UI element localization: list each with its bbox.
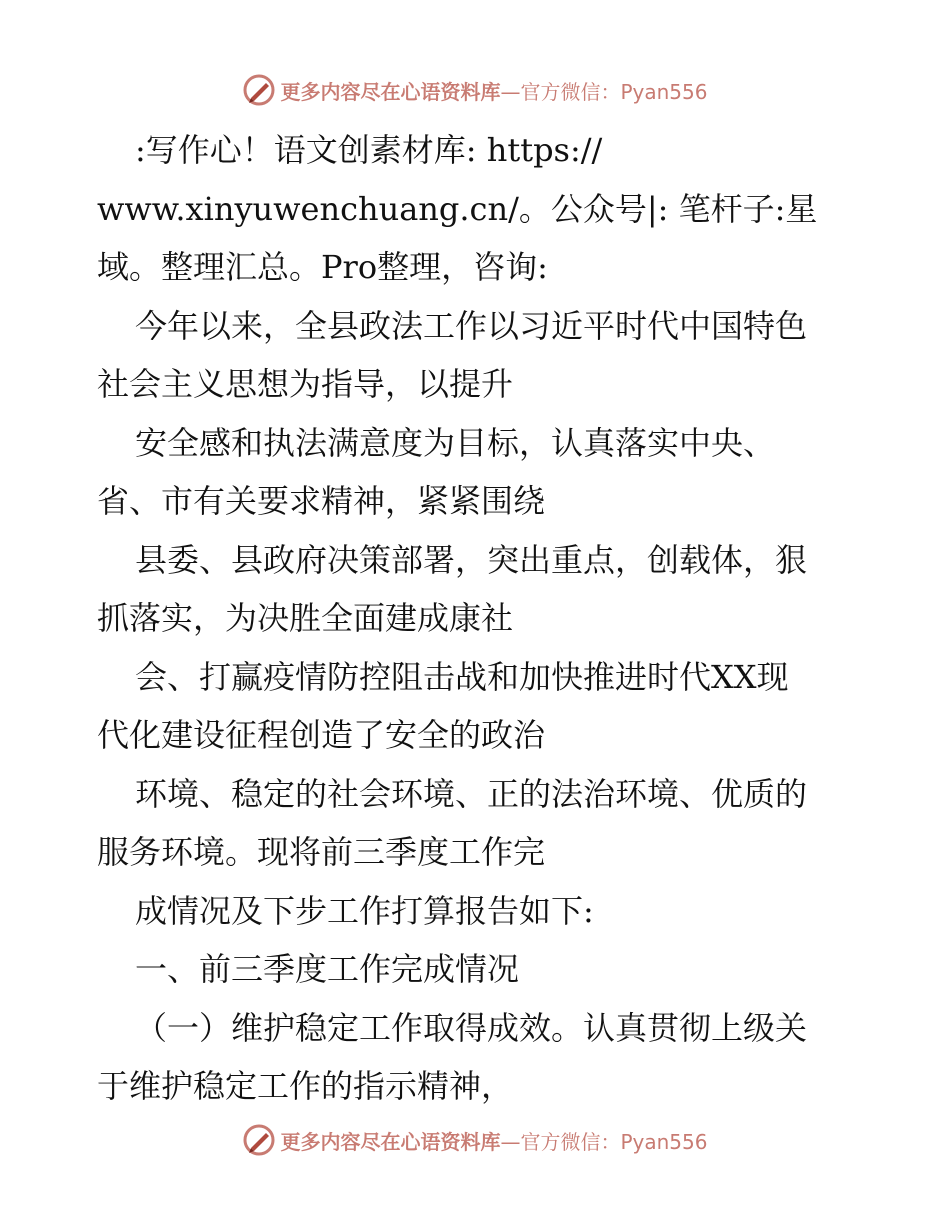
text-line: 服务环境。现将前三季度工作完 xyxy=(97,833,546,871)
pen-logo-icon xyxy=(242,1123,276,1157)
header-banner xyxy=(0,70,950,110)
text-line: 环境、稳定的社会环境、正的法治环境、优质的 xyxy=(135,774,808,813)
text-line: 今年以来，全县政法工作以习近平时代中国特色 xyxy=(135,306,808,345)
text-line: 成情况及下步工作打算报告如下: xyxy=(135,891,594,930)
text-line: :写作心！语文创素材库: https:// xyxy=(135,131,603,169)
banner-main-text: 更多内容尽在心语资料库 xyxy=(280,79,501,104)
text-line: 会、打赢疫情防控阻击战和加快推进时代XX现 xyxy=(135,657,789,696)
text-line: 代化建设征程创造了安全的政治 xyxy=(97,716,546,754)
text-line: 县委、县政府决策部署，突出重点，创载体，狠 xyxy=(135,540,808,579)
text-line: 安全感和执法满意度为目标，认真落实中央、 xyxy=(135,423,776,462)
text-line: 省、市有关要求精神，紧紧围绕 xyxy=(97,482,546,520)
text-line: （一）维护稳定工作取得成效。认真贯彻上级关 xyxy=(135,1008,808,1047)
text-line: 社会主义思想为指导，以提升 xyxy=(97,365,514,403)
document-body xyxy=(97,121,857,1116)
banner-sub-text: —官方微信：Pyan556 xyxy=(500,1129,708,1154)
text-line: 于维护稳定工作的指示精神， xyxy=(97,1067,514,1105)
banner-sub-text: —官方微信：Pyan556 xyxy=(500,79,708,104)
section-heading: 一、前三季度工作完成情况 xyxy=(135,950,520,988)
pen-logo-icon xyxy=(242,73,276,107)
footer-banner xyxy=(0,1120,950,1160)
text-line: 域。整理汇总。Pro整理，咨询: xyxy=(97,248,548,286)
text-line: 抓落实，为决胜全面建成康社 xyxy=(97,599,514,637)
text-line: www.xinyuwenchuang.cn/。公众号|: 笔杆子:星 xyxy=(97,189,818,228)
banner-main-text: 更多内容尽在心语资料库 xyxy=(280,1129,501,1154)
